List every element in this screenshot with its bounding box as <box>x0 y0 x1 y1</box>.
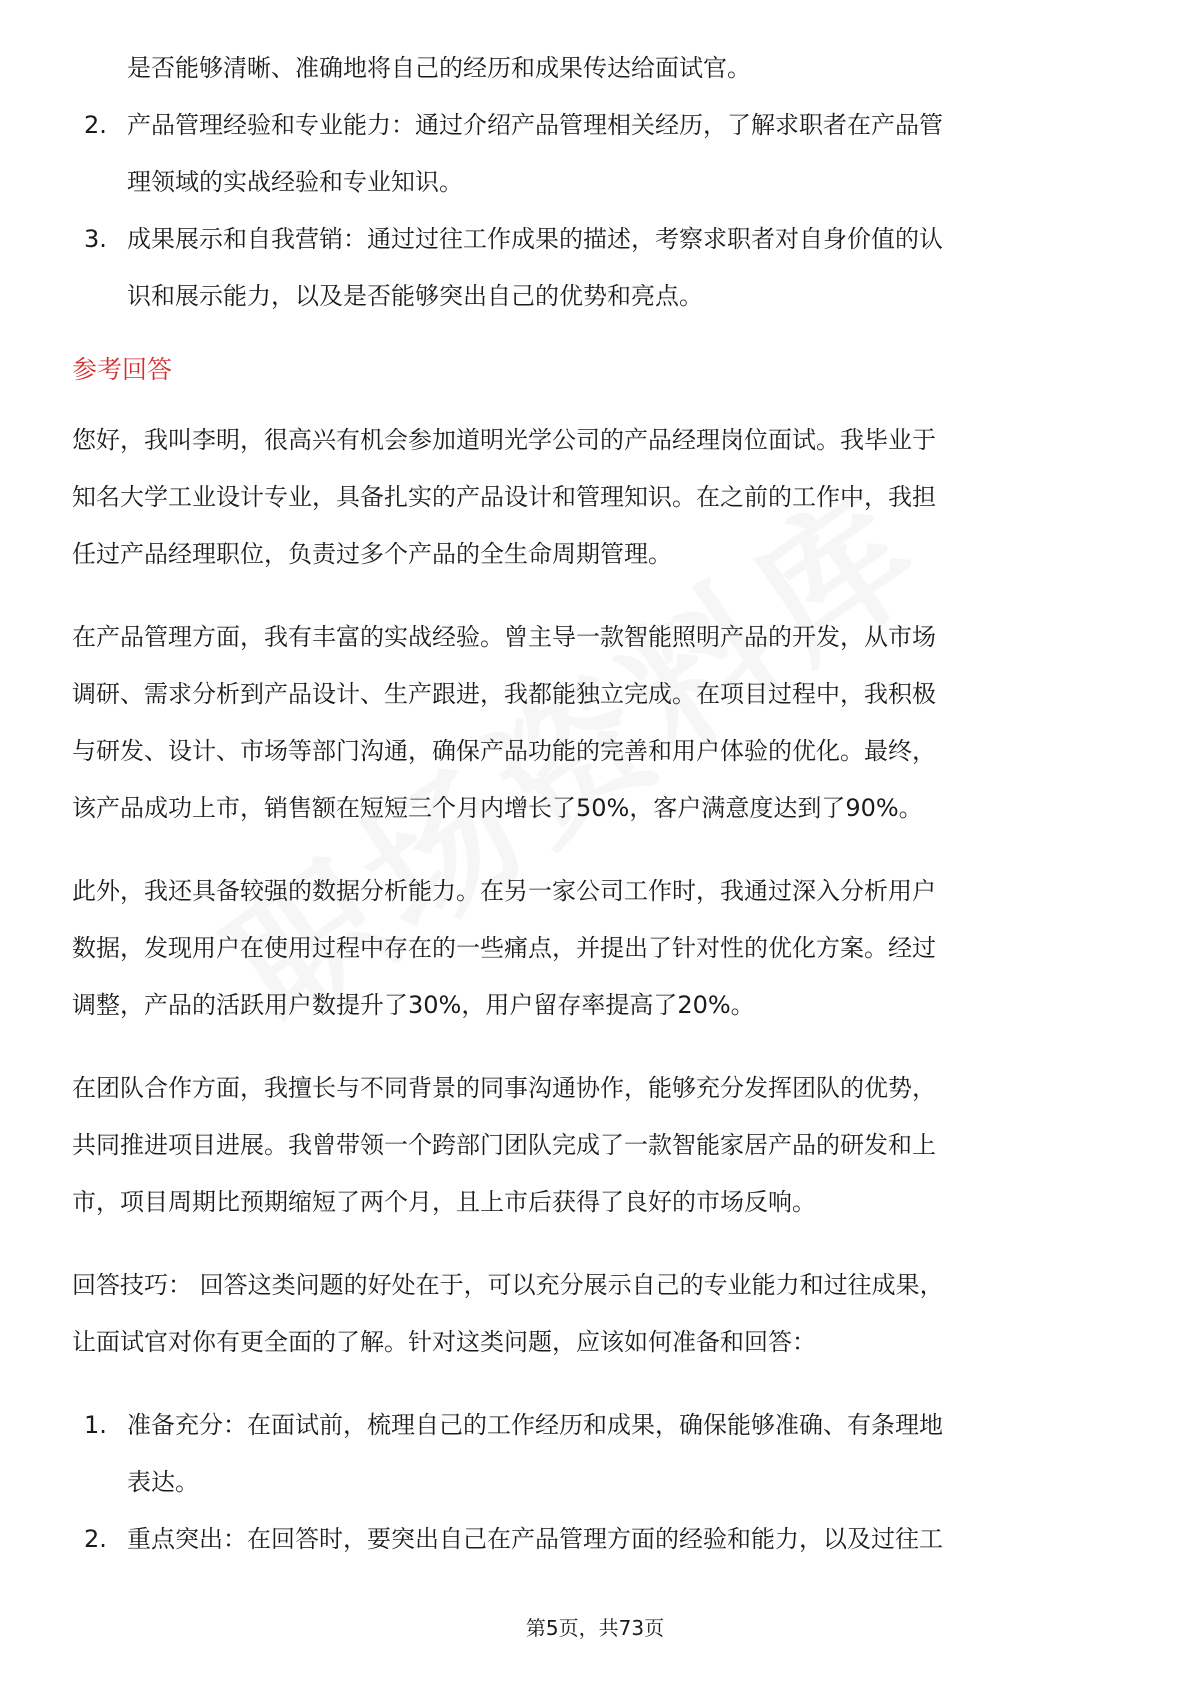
answer-paragraph <box>72 609 1118 837</box>
paragraph-line: 在产品管理方面，我有丰富的实战经验。曾主导一款智能照明产品的开发，从市场 <box>72 623 936 651</box>
paragraph-line: 在团队合作方面，我擅长与不同背景的同事沟通协作，能够充分发挥团队的优势， <box>72 1074 936 1102</box>
answer-paragraph <box>72 412 1118 583</box>
list-number: 3. <box>84 225 107 253</box>
section-heading: 参考回答 <box>72 355 173 384</box>
tips-list <box>72 1397 1118 1568</box>
paragraph-line: 市，项目周期比预期缩短了两个月，且上市后获得了良好的市场反响。 <box>72 1188 816 1216</box>
page-content <box>72 40 1118 1568</box>
list-number: 2. <box>84 1525 107 1553</box>
page-footer: 第5页，共73页 <box>525 1616 665 1640</box>
paragraph-line: 知名大学工业设计专业，具备扎实的产品设计和管理知识。在之前的工作中，我担 <box>72 483 936 511</box>
paragraph-line: 您好，我叫李明，很高兴有机会参加道明光学公司的产品经理岗位面试。我毕业于 <box>72 426 936 454</box>
criteria-list <box>72 97 1118 325</box>
list-item-line: 表达。 <box>127 1468 199 1496</box>
list-number: 1. <box>84 1411 107 1439</box>
paragraph-line: 与研发、设计、市场等部门沟通，确保产品功能的完善和用户体验的优化。最终， <box>72 737 936 765</box>
paragraph-line: 共同推进项目进展。我曾带领一个跨部门团队完成了一款智能家居产品的研发和上 <box>72 1131 936 1159</box>
paragraph-line: 调整，产品的活跃用户数提升了30%，用户留存率提高了20%。 <box>72 991 755 1019</box>
list-item <box>72 97 1118 211</box>
paragraph-line: 该产品成功上市，销售额在短短三个月内增长了50%，客户满意度达到了90%。 <box>72 794 923 822</box>
paragraph-line: 调研、需求分析到产品设计、生产跟进，我都能独立完成。在项目过程中，我积极 <box>72 680 936 708</box>
list-item-line: 重点突出：在回答时，要突出自己在产品管理方面的经验和能力，以及过往工 <box>127 1525 943 1553</box>
tips-paragraph <box>72 1257 1118 1371</box>
list-item-line: 成果展示和自我营销：通过过往工作成果的描述，考察求职者对自身价值的认 <box>127 225 943 253</box>
answer-paragraph <box>72 1060 1118 1231</box>
list-item <box>72 1511 1118 1568</box>
list-item-line: 产品管理经验和专业能力：通过介绍产品管理相关经历，了解求职者在产品管 <box>127 111 943 139</box>
list-item-line: 理领域的实战经验和专业知识。 <box>127 168 463 196</box>
list-item-continuation: 是否能够清晰、准确地将自己的经历和成果传达给面试官。 <box>127 54 751 82</box>
list-number: 2. <box>84 111 107 139</box>
paragraph-line: 此外，我还具备较强的数据分析能力。在另一家公司工作时，我通过深入分析用户 <box>72 877 936 905</box>
answer-paragraph <box>72 863 1118 1034</box>
paragraph-line: 任过产品经理职位，负责过多个产品的全生命周期管理。 <box>72 540 672 568</box>
paragraph-line: 数据，发现用户在使用过程中存在的一些痛点，并提出了针对性的优化方案。经过 <box>72 934 936 962</box>
paragraph-line: 回答技巧： 回答这类问题的好处在于，可以充分展示自己的专业能力和过往成果， <box>72 1271 944 1299</box>
list-item <box>72 211 1118 325</box>
paragraph-line: 让面试官对你有更全面的了解。针对这类问题，应该如何准备和回答： <box>72 1328 816 1356</box>
list-item-line: 识和展示能力，以及是否能够突出自己的优势和亮点。 <box>127 282 703 310</box>
list-item-line: 准备充分：在面试前，梳理自己的工作经历和成果，确保能够准确、有条理地 <box>127 1411 943 1439</box>
list-item <box>72 1397 1118 1511</box>
